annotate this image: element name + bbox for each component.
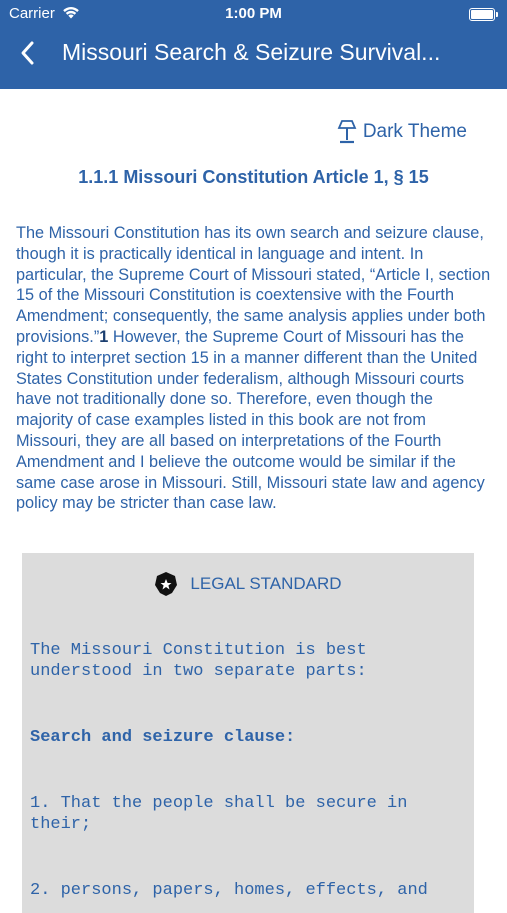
back-chevron-icon[interactable]	[18, 39, 38, 67]
clause-item-1: 1. That the people shall be secure in their;	[30, 794, 408, 834]
lamp-icon	[335, 118, 359, 146]
body-text-part-2: However, the Supreme Court of Missouri has the right to interpret section 15 in a manner different than the United States Constitution under federalism, although Missouri courts have not traditionally done so. Therefore, even though the majority of case examples listed in this book are not from Missouri, they are all based on interpretations of the Fourth Amendment and I believe the outcome would be similar if the same case arose in Missouri. Still, Missouri state law and agency policy may be stricter than case law.	[16, 327, 485, 513]
navigation-bar	[0, 0, 507, 89]
status-time: 1:00 PM	[225, 5, 282, 22]
dark-theme-label: Dark Theme	[362, 121, 467, 142]
section-title: 1.1.1 Missouri Constitution Article 1, § 15	[78, 167, 429, 187]
body-text-part-1: The Missouri Constitution has its own search and seizure clause, though it is practically identical in language and intent. In particular, the Supreme Court of Missouri stated, “Article I, section 15 of the Missouri Constitution is coextensive with the Fourth Amendment; consequently, the same analysis applies under both provisions.”	[16, 224, 491, 346]
carrier-label: Carrier	[9, 5, 55, 22]
legal-intro: The Missouri Constitution is best understood in two separate parts:	[30, 641, 367, 681]
legal-standard-header	[22, 571, 474, 597]
clause-heading: Search and seizure clause:	[30, 728, 296, 747]
body-paragraph	[16, 223, 494, 514]
legal-standard-label: LEGAL STANDARD	[190, 574, 342, 593]
clause-item-2: 2. persons, papers, homes, effects, and	[30, 881, 428, 900]
status-bar	[0, 0, 507, 28]
battery-icon	[469, 8, 495, 21]
legal-standard-box	[22, 553, 474, 913]
footnote-link[interactable]: 1	[99, 327, 109, 346]
page-title: Missouri Search & Seizure Survival...	[62, 39, 441, 65]
police-badge-icon	[154, 571, 178, 597]
dark-theme-button[interactable]	[335, 118, 467, 146]
